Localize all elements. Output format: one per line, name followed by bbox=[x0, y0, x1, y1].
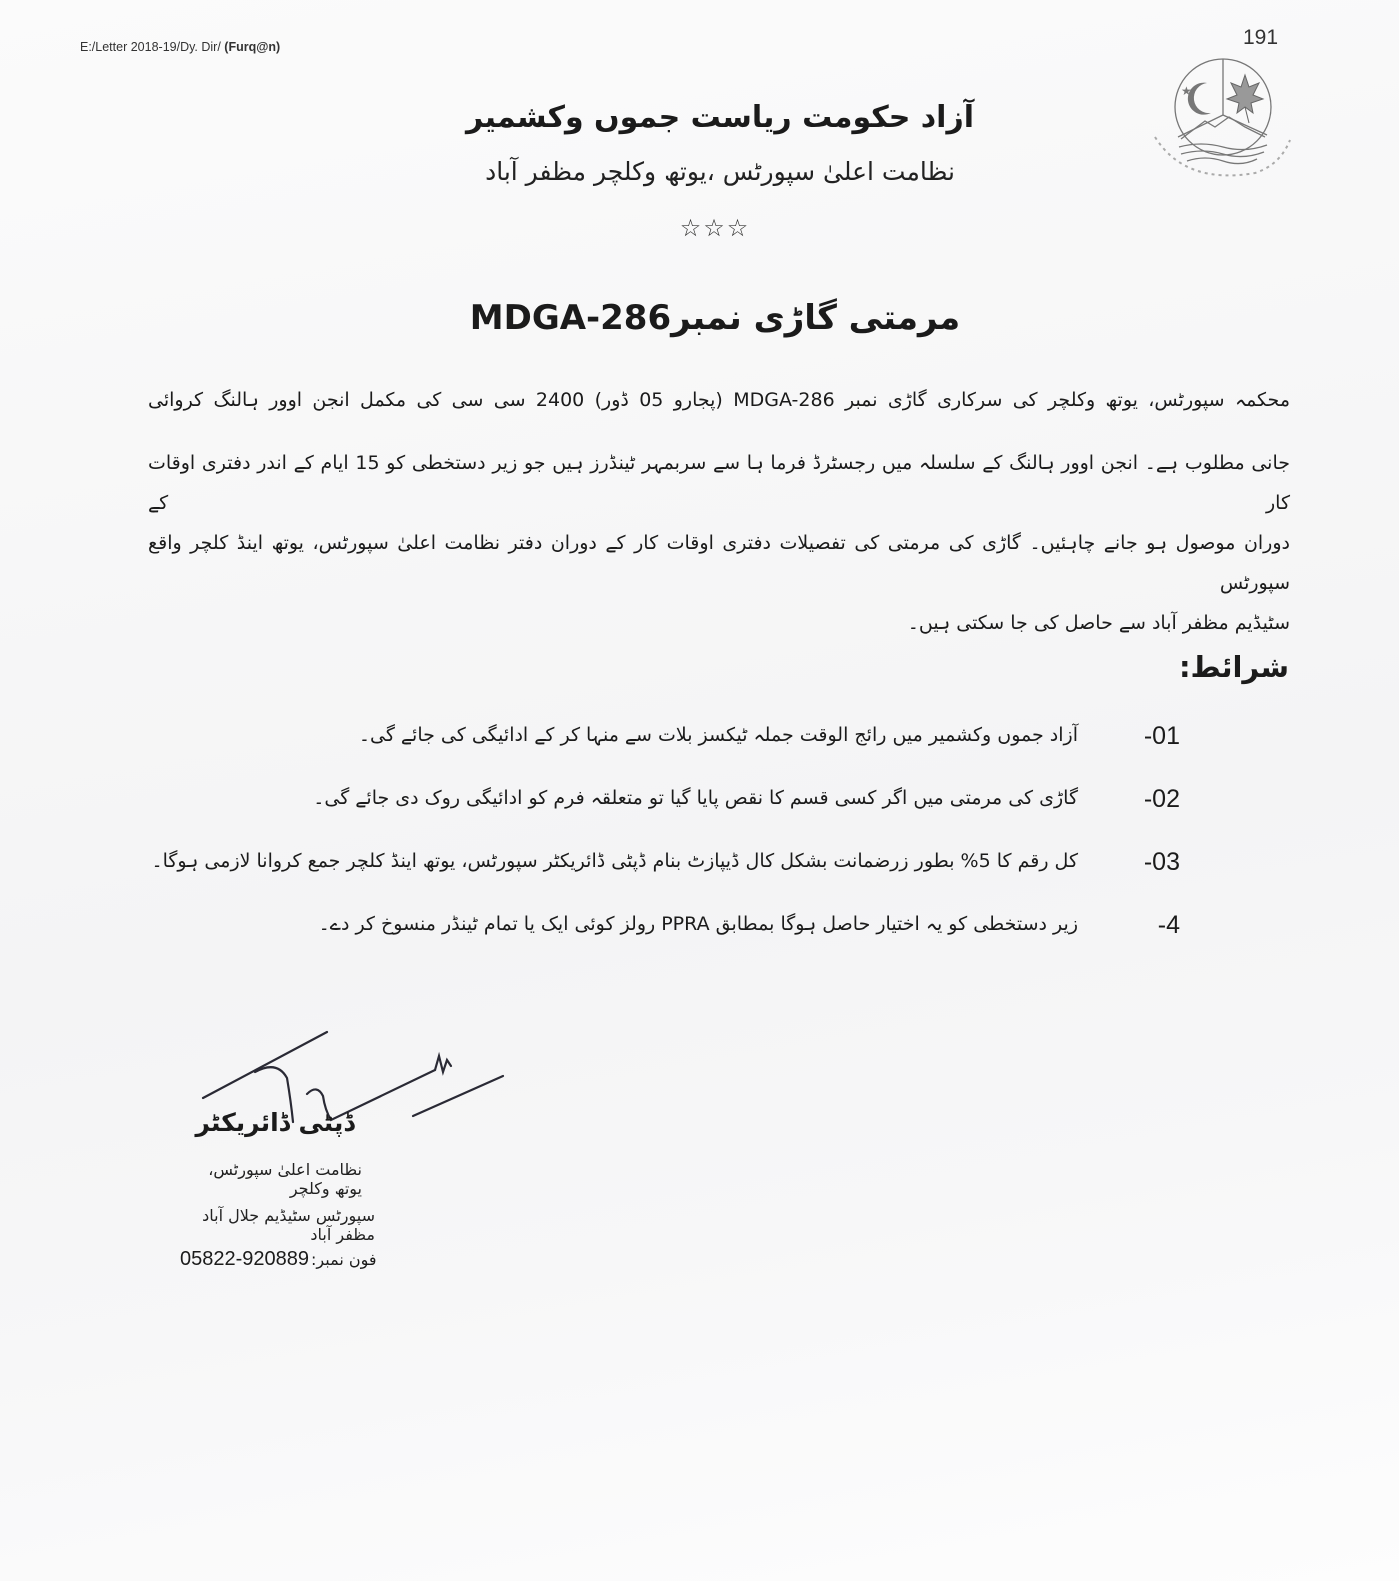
condition-item bbox=[0, 848, 1290, 888]
reference-path: E:/Letter 2018-19/Dy. Dir/ bbox=[80, 40, 221, 54]
body-line: سٹیڈیم مظفر آباد سے حاصل کی جا سکتی ہیں۔ bbox=[907, 612, 1290, 634]
government-name: آزاد حکومت ریاست جموں وکشمیر bbox=[465, 100, 975, 135]
signatory-designation: ڈپٹی ڈائریکٹر bbox=[195, 1108, 355, 1137]
conditions-heading: شرائط: bbox=[1178, 650, 1289, 684]
condition-item bbox=[0, 911, 1290, 951]
phone-number: 05822-920889 bbox=[180, 1248, 310, 1270]
condition-number: -02 bbox=[1143, 785, 1180, 813]
directorate-name: نظامت اعلیٰ سپورٹس ،یوتھ وکلچر مظفر آباد bbox=[485, 157, 955, 186]
condition-text: گاڑی کی مرمتی میں اگر کسی قسم کا نقص پایا گیا تو متعلقہ فرم کو ادائیگی روک دی جائے گی۔ bbox=[313, 787, 1078, 809]
notice-title: مرمتی گاڑی نمبرMDGA-286 bbox=[469, 298, 961, 338]
signatory-office: نظامت اعلیٰ سپورٹس، یوتھ وکلچر bbox=[208, 1160, 362, 1198]
condition-number: -03 bbox=[1143, 848, 1180, 876]
condition-text: زیر دستخطی کو یہ اختیار حاصل ہوگا بمطابق PPRA رولز کوئی ایک یا تمام ٹینڈر منسوخ کر دے۔ bbox=[318, 913, 1078, 935]
reference-author: (Furq@n) bbox=[224, 40, 281, 54]
government-seal-logo bbox=[1145, 55, 1295, 190]
condition-text: آزاد جموں وکشمیر میں رائج الوقت جملہ ٹیکسز بلات سے منہا کر کے ادائیگی کی جائے گی۔ bbox=[358, 724, 1078, 746]
condition-item bbox=[0, 722, 1290, 762]
phone-label: فون نمبر: bbox=[311, 1250, 377, 1269]
condition-item bbox=[0, 785, 1290, 825]
signatory-address: سپورٹس سٹیڈیم جلال آباد مظفر آباد bbox=[202, 1206, 375, 1244]
body-line: جانی مطلوب ہے۔ انجن اوور ہالنگ کے سلسلہ میں رجسٹرڈ فرما ہا سے سربمہر ٹینڈرز ہیں جو زیر دستخطی کو 15 ایام کے اندر دفتری اوقات کار کے bbox=[148, 452, 1290, 514]
condition-number: -4 bbox=[1157, 911, 1180, 939]
body-line: دوران موصول ہو جانے چاہئیں۔ گاڑی کی مرمتی کی تفصیلات دفتری اوقات کار کے دوران دفتر نظامت اعلیٰ سپورٹس، یوتھ اینڈ کلچر واقع سپورٹس bbox=[148, 532, 1290, 594]
star-divider: ☆☆☆ bbox=[679, 214, 751, 242]
signatory-phone bbox=[180, 1248, 377, 1271]
condition-number: -01 bbox=[1143, 722, 1180, 750]
file-reference bbox=[80, 40, 280, 54]
notice-body bbox=[148, 380, 1290, 666]
body-line: محکمہ سپورٹس، یوتھ وکلچر کی سرکاری گاڑی نمبر MDGA-286 (پجارو 05 ڈور) 2400 سی سی کی مکمل انجن اوور ہالنگ کروائی bbox=[148, 389, 1290, 411]
star-icon: ★ bbox=[1181, 84, 1192, 98]
page-number: 191 bbox=[1243, 26, 1279, 49]
condition-text: کل رقم کا 5% بطور زرضمانت بشکل کال ڈیپازٹ بنام ڈپٹی ڈائریکٹر سپورٹس، یوتھ اینڈ کلچر جمع کروانا لازمی ہوگا۔ bbox=[151, 850, 1078, 872]
